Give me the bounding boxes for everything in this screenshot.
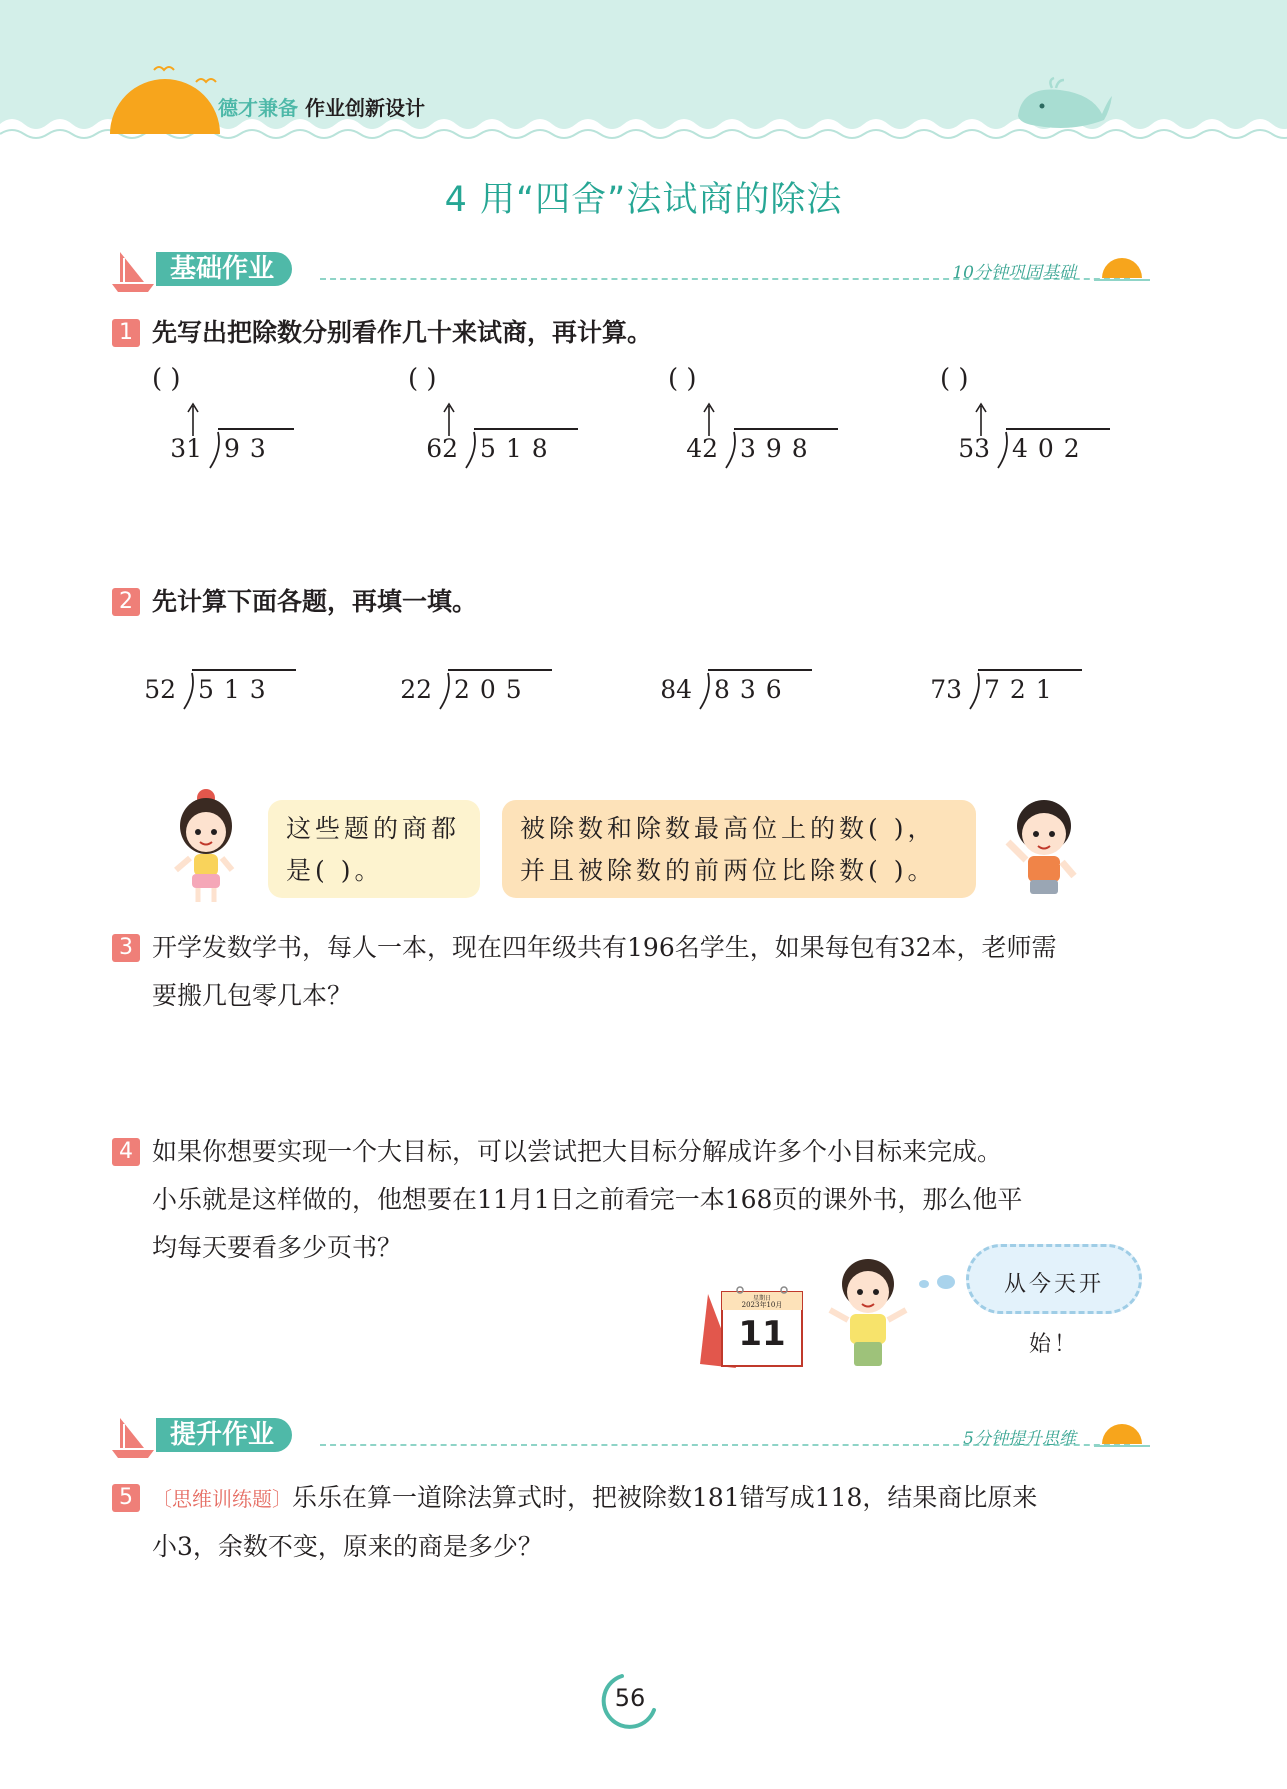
sunset-icon [1094,1420,1150,1450]
question-number-3: 3 [112,934,140,962]
divisor: 31 [170,434,202,463]
arrow-up-icon [702,402,716,436]
section-note-basic: 10分钟巩固基础 [952,263,1076,283]
speech-bubble-girl [268,800,480,898]
question-tag: 〔思维训练题〕 [152,1487,292,1511]
division-bar [218,428,294,430]
question-5-line-1: 乐乐在算一道除法算式时，把被除数181错写成118，结果商比原来 [292,1483,1038,1512]
page-number [600,1670,660,1730]
division-bracket [968,671,980,711]
sunset-icon [1094,254,1150,284]
division-bar [978,669,1082,671]
section-label-basic: 基础作业 [156,252,292,286]
division-bracket [996,430,1008,470]
quotient-blank-4[interactable]: ( ) [940,364,969,394]
bubble-girl-line-2: 是( )。 [286,856,384,885]
speech-bubble-boy [502,800,976,898]
divisor: 22 [400,675,432,704]
quotient-blank-3[interactable]: ( ) [668,364,697,394]
division-bracket [724,430,736,470]
calendar-month: 2023年10月 [741,1301,783,1309]
section-header-advanced [110,1412,1150,1462]
division-bar [708,669,812,671]
divisor: 52 [144,675,176,704]
quotient-blank-2[interactable]: ( ) [408,364,437,394]
question-number-4: 4 [112,1138,140,1166]
question-2-text: 先计算下面各题，再填一填。 [152,587,478,616]
divisor: 53 [958,434,990,463]
lesson-title: 4 用“四舍”法试商的除法 [444,180,843,220]
arrow-up-icon [442,402,456,436]
question-5-line-2: 小3，余数不变，原来的商是多少？ [152,1532,543,1561]
question-3-line-2: 要搬几包零几本？ [152,981,353,1010]
question-4-line-3: 均每天要看多少页书？ [152,1233,403,1262]
dividend: 721 [984,675,1062,704]
division-bar [734,428,838,430]
division-bracket [438,671,450,711]
section-label-advanced: 提升作业 [156,1418,292,1452]
divisor: 84 [660,675,692,704]
section-note-advanced: 5分钟提升思维 [963,1429,1076,1449]
arrow-up-icon [186,402,200,436]
dividend: 93 [224,434,276,463]
question-5-text [152,1474,1162,1571]
divisor: 73 [930,675,962,704]
question-number-1: 1 [112,319,140,347]
quotient-blank-1[interactable]: ( ) [152,364,181,394]
sailboat-icon [110,246,158,294]
arrow-up-icon [974,402,988,436]
division-bracket [208,430,220,470]
dividend: 398 [740,434,818,463]
question-1-text: 先写出把除数分别看作几十来试商，再计算。 [152,318,653,347]
calendar-illustration [696,1284,808,1370]
sailboat-icon [110,1412,158,1460]
question-4-line-1: 如果你想要实现一个大目标，可以尝试把大目标分解成许多个小目标来完成。 [152,1137,1003,1166]
section-header-basic [110,246,1150,296]
division-bracket [698,671,710,711]
question-3-line-1: 开学发数学书，每人一本，现在四年级共有196名学生，如果每包有32本，老师需 [152,933,1057,962]
division-bar [448,669,552,671]
boy-thinking-illustration [820,1252,916,1370]
divisor: 62 [426,434,458,463]
calendar-day: 11 [738,1314,786,1354]
dividend: 836 [714,675,792,704]
division-bracket [182,671,194,711]
calendar-weekday: 星期日 [752,1295,771,1302]
birds-icon [150,60,220,90]
division-bar [192,669,296,671]
whale-icon [1012,76,1114,130]
divisor: 42 [686,434,718,463]
dividend: 513 [198,675,276,704]
dividend: 518 [480,434,558,463]
question-number-2: 2 [112,588,140,616]
girl-character-illustration [166,786,246,904]
series-title [218,92,425,121]
question-4-line-2: 小乐就是这样做的，他想要在11月1日之前看完一本168页的课外书，那么他平 [152,1185,1023,1214]
question-number-5: 5 [112,1484,140,1512]
series-part1: 德才兼备 [218,96,298,120]
bubble-boy-line-1: 被除数和除数最高位上的数( )， [520,814,937,843]
bubble-boy-line-2: 并且被除数的前两位比除数( )。 [520,856,937,885]
page-number-text: 56 [614,1684,646,1712]
bubble-girl-line-1: 这些题的商都 [286,814,461,843]
thought-bubble: 从今天开始！ [966,1244,1142,1314]
dividend: 402 [1012,434,1090,463]
division-bar [1006,428,1110,430]
thought-dots-icon [916,1272,962,1292]
question-3-text [152,924,1152,1020]
series-part2: 作业创新设计 [304,96,425,120]
boy-character-illustration [994,792,1090,904]
division-bracket [464,430,476,470]
dividend: 205 [454,675,532,704]
division-bar [474,428,578,430]
